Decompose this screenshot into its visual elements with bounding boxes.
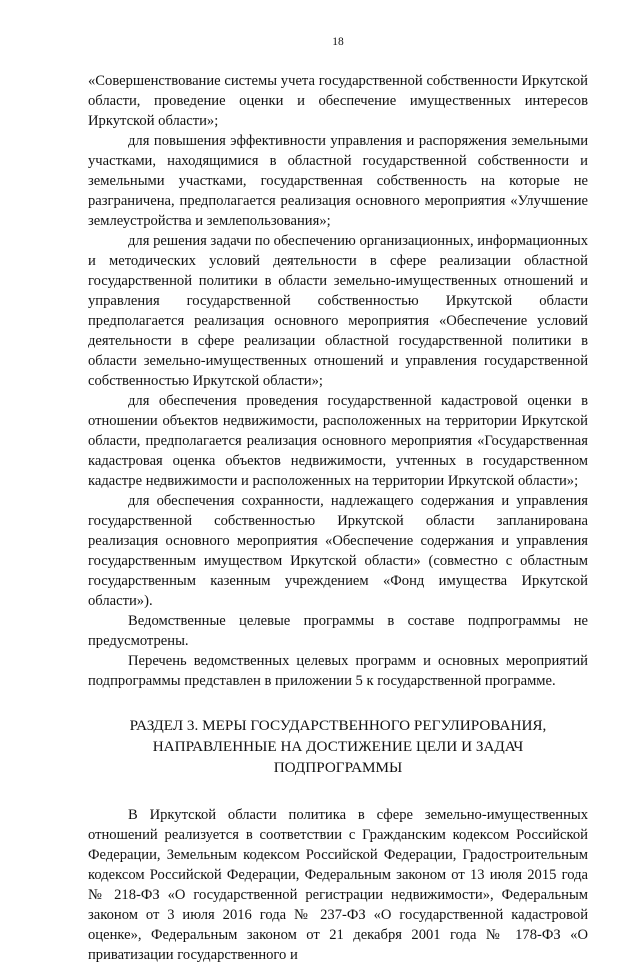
section-heading-line: РАЗДЕЛ 3. МЕРЫ ГОСУДАРСТВЕННОГО РЕГУЛИРОВАНИЯ, <box>129 717 547 734</box>
paragraph: для обеспечения сохранности, надлежащего содержания и управления государственной собственностью Иркутской области запланирована реализация основного мероприятия «Обеспечение содержания и управления государственным имуществом Иркутской области» (совместно с областным государственным казенным учреждением «Фонд имущества Иркутской области»). <box>88 493 588 609</box>
paragraph: для обеспечения проведения государственной кадастровой оценки в отношении объектов недвижимости, расположенных на территории Иркутской области, предполагается реализация основного мероприятия «Государственная кадастровая оценка объектов недвижимости, учтенных в государственном кадастре недвижимости и расположенных на территории Иркутской области»; <box>88 393 588 489</box>
paragraph: Ведомственные целевые программы в составе подпрограммы не предусмотрены. <box>88 613 588 649</box>
page-number: 18 <box>332 36 344 48</box>
paragraph: для решения задачи по обеспечению организационных, информационных и методических условий деятельности в сфере реализации областной государственной политики в области земельно-имущественных отношений и управления государственной собственностью Иркутской области предполагается реализация основного мероприятия «Обеспечение условий деятельности в сфере реализации областной государственной политики в области земельно-имущественных отношений и управления государственной собственностью Иркутской области»; <box>88 233 588 389</box>
paragraph: для повышения эффективности управления и распоряжения земельными участками, находящимися в областной государственной собственности и земельными участками, государственная собственность на которые не разграничена, предполагается реализация основного мероприятия «Улучшение землеустройства и землепользования»; <box>88 133 588 229</box>
section-heading <box>88 715 588 778</box>
paragraph: «Совершенствование системы учета государственной собственности Иркутской области, проведение оценки и обеспечение имущественных интересов Иркутской области»; <box>88 73 588 129</box>
paragraph: Перечень ведомственных целевых программ и основных мероприятий подпрограммы представлен в приложении 5 к государственной программе. <box>88 653 588 689</box>
body-text-bottom <box>88 805 588 965</box>
section-heading-line: НАПРАВЛЕННЫЕ НА ДОСТИЖЕНИЕ ЦЕЛИ И ЗАДАЧ <box>152 738 524 755</box>
paragraph: В Иркутской области политика в сфере земельно-имущественных отношений реализуется в соответствии с Гражданским кодексом Российской Федерации, Земельным кодексом Российской Федерации, Градостроительным кодексом Российской Федерации, Федеральным законом от 13 июля 2015 года № 218-ФЗ «О государственной регистрации недвижимости», Федеральным законом от 3 июля 2016 года № 237-ФЗ «О государственной кадастровой оценке», Федеральным законом от 21 декабря 2001 года № 178-ФЗ «О приватизации государственного и <box>88 807 588 963</box>
body-text-top <box>88 71 588 691</box>
section-heading-line: ПОДПРОГРАММЫ <box>273 759 403 776</box>
